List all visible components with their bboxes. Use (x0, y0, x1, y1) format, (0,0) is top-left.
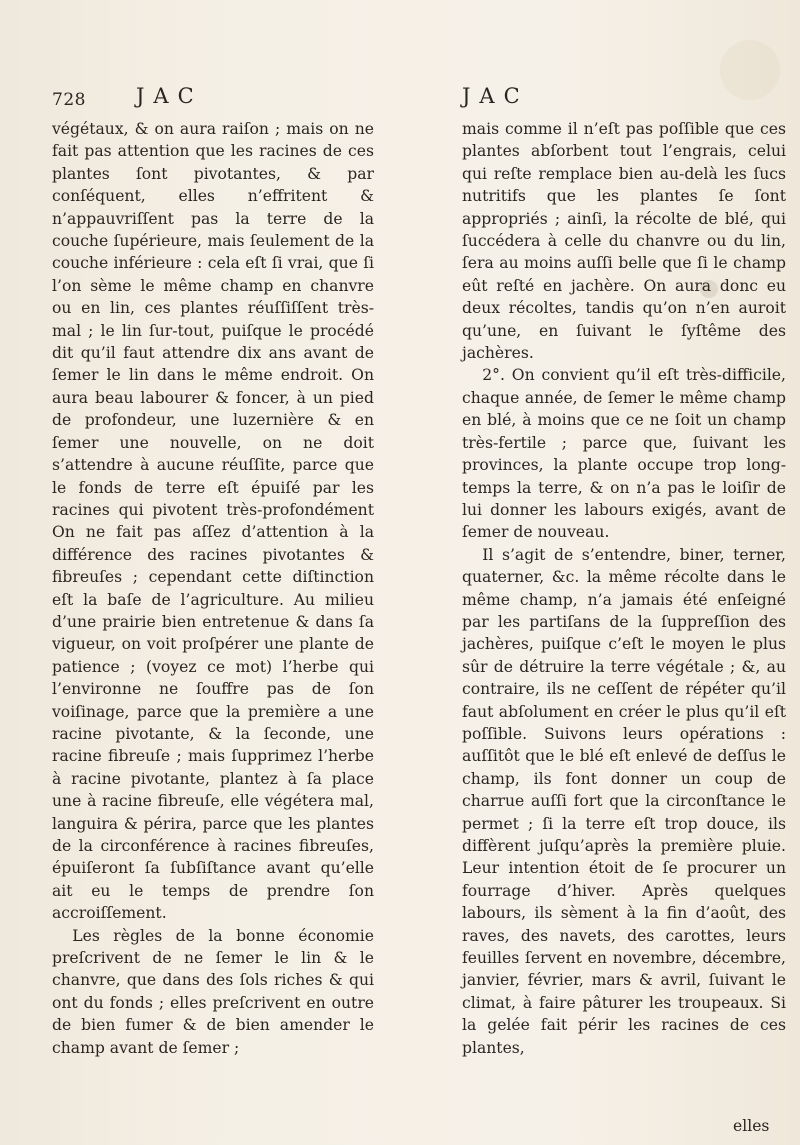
running-head-left: JAC (136, 84, 203, 108)
paragraph: 2°. On convient qu’il eſt très-difficile, chaque année, de ſemer le même champ en blé, à moins que ce ne ſoit un champ très-fertile ; parce que, ſuivant les provinces, la plante occupe trop long-temps la terre, & on n’a pas le loiſir de lui donner les labours exigés, avant de ſemer de nouveau. (462, 366, 786, 542)
paragraph: mais comme il n’eſt pas poſſible que ces plantes abſorbent tout l’engrais, celui qui reſte remplace bien au-delà les ſucs nutritifs que les plantes ſe ſont appropriés ; ainſi, la récolte de blé, qui ſuccédera à celle du chanvre ou du lin, ſera au moins auſſi belle que ſi le champ eût reſté en jachère. On aura donc eu deux récoltes, tandis qu’on n’en auroit qu’une, en ſuivant le ſyſtême des jachères. (462, 120, 786, 363)
left-column (52, 118, 374, 1059)
paragraph: végétaux, & on aura raiſon ; mais on ne fait pas attention que les racines de ces plantes ſont pivotantes, & par conſéquent, elles n’effritent & n’appauvriſſent pas la terre de la couche ſupérieure, mais ſeulement de la couche inférieure : cela eſt ſi vrai, que ſi l’on sème le même champ en chanvre ou en lin, ces plantes réuſſiſſent très-mal ; le lin ſur-tout, puiſque le procédé dit qu’il faut attendre dix ans avant de ſemer le lin dans le même endroit. On aura beau labourer & foncer, à un pied de profondeur, une luzernière & en ſemer une nouvelle, on ne doit s’attendre à aucune réuſſite, parce que le fonds de terre eſt épuiſé par les racines qui pivotent très-profondément On ne fait pas aſſez d’attention à la différence des racines pivotantes & fibreuſes ; cependant cette diſtinction eſt la baſe de l’agriculture. Au milieu d’une prairie bien entretenue & dans ſa vigueur, on voit proſpérer une plante de patience ; (voyez ce mot) l’herbe qui l’environne ne ſouffre pas de ſon voiſinage, parce que la première a une racine pivotante, & la ſeconde, une racine fibreuſe ; mais ſupprimez l’herbe à racine pivotante, plantez à ſa place une à racine fibreuſe, elle végétera mal, languira & périra, parce que les plantes de la circonférence à racines fibreuſes, épuiſeront ſa ſubſiſtance avant qu’elle ait eu le temps de prendre ſon accroiſſement. (52, 120, 374, 923)
running-head-right: JAC (462, 84, 529, 108)
paragraph: Les règles de la bonne économie preſcrivent de ne ſemer le lin & le chanvre, que dans des ſols riches & qui ont du fonds ; elles preſcrivent en outre de bien fumer & de bien amender le champ avant de ſemer ; (52, 926, 374, 1057)
page-header (52, 84, 752, 114)
page-number: 728 (52, 90, 86, 110)
paragraph: Il s’agit de s’entendre, biner, terner, quaterner, &c. la même récolte dans le même champ, n’a jamais été enſeigné par les partiſans de la ſuppreſſion des jachères, puiſque c’eſt le moyen le plus sûr de détruire la terre végétale ; &, au contraire, ils ne ceſſent de répéter qu’il faut abſolument en créer le plus qu’il eſt poſſible. Suivons leurs opérations : auſſitôt que le blé eſt enlevé de deſſus le champ, ils font donner un coup de charrue auſſi fort que la circonſtance le permet ; ſi la terre eſt trop douce, ils diffèrent juſqu’après la première pluie. Leur intention étoit de ſe procurer un fourrage d’hiver. Après quelques labours, ils sèment à la fin d’août, des raves, des navets, des carottes, leurs feuilles ſervent en novembre, décembre, janvier, février, mars & avril, ſuivant le climat, à faire pâturer les troupeaux. Si la gelée fait périr les racines de ces plantes, (462, 545, 786, 1057)
catchword: elles (733, 1117, 770, 1135)
right-column (462, 118, 786, 1059)
